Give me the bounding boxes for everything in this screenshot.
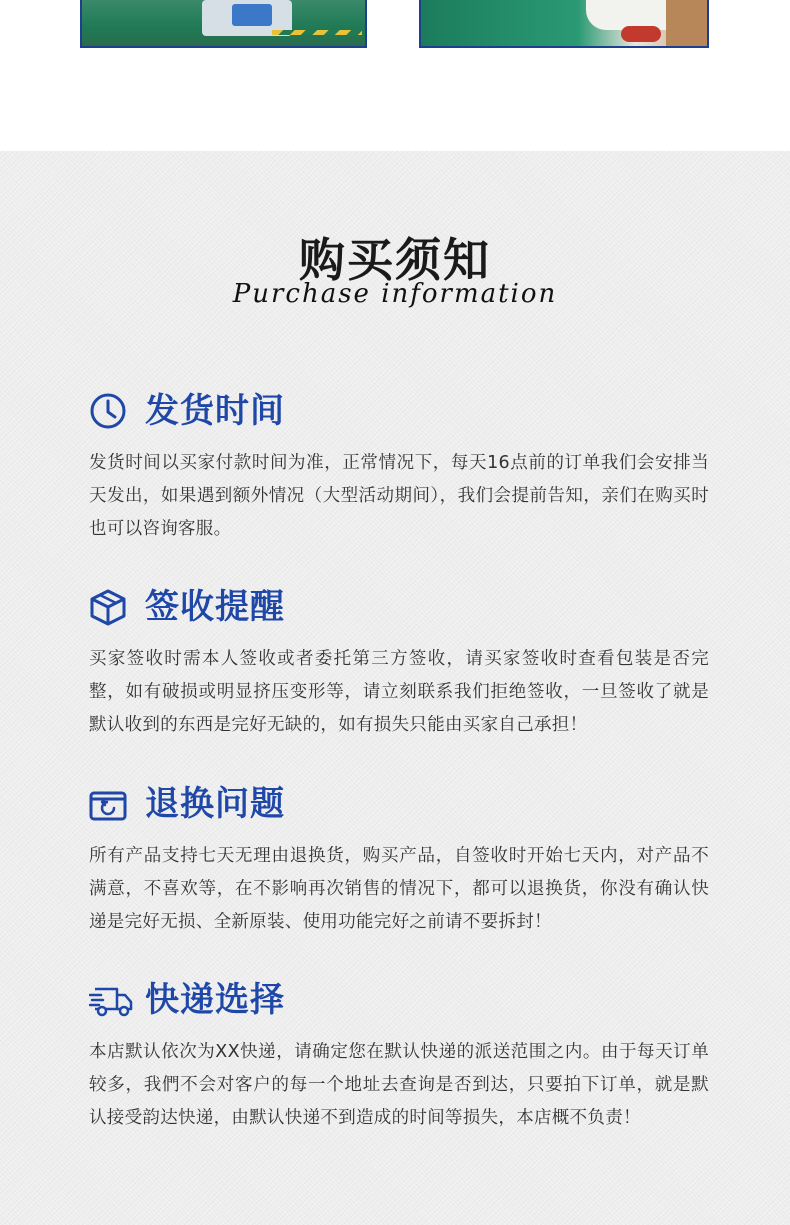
factory-photo-right [419,0,709,48]
clock-icon [89,392,127,430]
section-title: 签收提醒 [145,587,285,627]
purchase-info-panel [0,151,790,1225]
section-text: 发货时间以买家付款时间为准，正常情况下，每天16点前的订单我们会安排当天发出，如果遇到额外情况（大型活动期间），我们会提前告知，亲们在购买时也可以咨询客服。 [89,453,709,539]
factory-photo-left [80,0,367,48]
section-text: 买家签收时需本人签收或者委托第三方签收，请买家签收时查看包装是否完整，如有破损或明显挤压变形等，请立刻联系我们拒绝签收，一旦签收了就是默认收到的东西是完好无缺的，如有损失只能由买家自己承担！ [89,649,709,735]
section-text: 所有产品支持七天无理由退换货，购买产品，自签收时开始七天内，对产品不满意，不喜欢等，在不影响再次销售的情况下，都可以退换货，你没有确认快递是完好无损、全新原装、使用功能完好之前请不要拆封！ [89,846,709,932]
delivery-truck-icon [89,981,133,1019]
section-returns [89,782,709,939]
section-shipping-time [89,389,709,546]
section-title: 退换问题 [145,784,285,824]
section-text: 本店默认依次为XX快递，请确定您在默认快递的派送范围之内。由于每天订单较多，我們不会对客户的每一个地址去查询是否到达，只要拍下订单，就是默认接受韵达快递，由默认快递不到造成的时间等损失，本店概不负责！ [89,1042,709,1128]
page-title: 购买须知 [299,233,491,287]
section-title: 发货时间 [145,391,285,431]
page-subtitle: Purchase information [232,279,558,309]
section-courier [89,978,709,1135]
return-exchange-icon [89,785,127,823]
section-signing-reminder [89,585,709,742]
section-title: 快递选择 [145,980,285,1020]
product-photos-strip [0,0,790,151]
package-box-icon [89,588,127,626]
